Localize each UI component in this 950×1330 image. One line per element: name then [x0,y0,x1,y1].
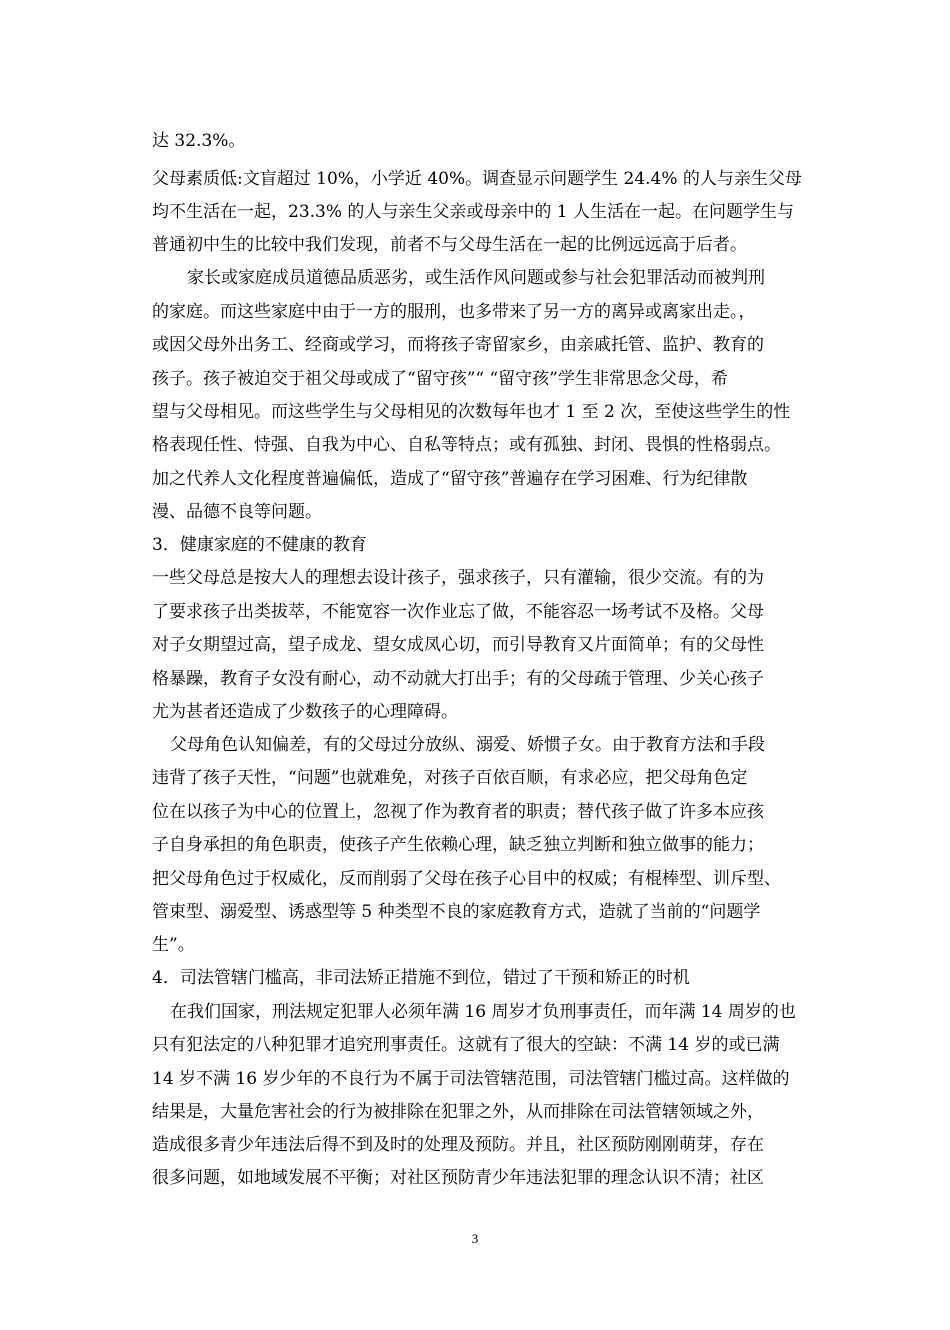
text-line: 格暴躁，教育子女没有耐心，动不动就大打出手；有的父母疏于管理、少关心孩子 [152,669,764,689]
text-line: 孩子。孩子被迫交于祖父母或成了“留守孩”“ “留守孩”学生非常思念父母，希 [152,369,728,389]
text-line: 普通初中生的比较中我们发现，前者不与父母生活在一起的比例远远高于后者。 [152,235,747,255]
text-line: 漫、品德不良等问题。 [152,502,322,522]
text-line: 格表现任性、恃强、自我为中心、自私等特点；或有孤独、封闭、畏惧的性格弱点。 [152,435,781,455]
text-line: 对子女期望过高，望子成龙、望女成凤心切，而引导教育又片面简单；有的父母性 [152,635,764,655]
page-number: 3 [471,1231,479,1246]
text-line: 很多问题，如地域发展不平衡；对社区预防青少年违法犯罪的理念认识不清；社区 [152,1168,764,1188]
text-line: 了要求孩子出类拔萃，不能宽容一次作业忘了做，不能容忍一场考试不及格。父母 [152,602,764,622]
section-heading: 4．司法管辖门槛高，非司法矫正措施不到位，错过了干预和矫正的时机 [152,968,690,988]
text-line: 或因父母外出务工、经商或学习，而将孩子寄留家乡，由亲戚托管、监护、教育的 [152,335,764,355]
text-line: 父母素质低:文盲超过 10%，小学近 40%。调查显示问题学生 24.4% 的人与亲生父母 [152,169,802,189]
section-heading: 3．健康家庭的不健康的教育 [152,535,367,555]
text-line: 一些父母总是按大人的理想去设计孩子，强求孩子，只有灌输，很少交流。有的为 [152,568,764,588]
paragraph-first-line: 父母角色认知偏差，有的父母过分放纵、溺爱、娇惯子女。由于教育方法和手段 [170,735,765,755]
text-line: 造成很多青少年违法后得不到及时的处理及预防。并且，社区预防刚刚萌芽，存在 [152,1135,764,1155]
text-line: 均不生活在一起，23.3% 的人与亲生父亲或母亲中的 1 人生活在一起。在问题学生与 [152,202,795,222]
text-line: 加之代养人文化程度普遍偏低，造成了“留守孩”普遍存在学习困难、行为纪律散 [152,469,748,489]
text-line: 生”。 [152,935,195,955]
text-line: 子自身承担的角色职责，使孩子产生依赖心理，缺乏独立判断和独立做事的能力； [152,835,764,855]
text-line: 14 岁不满 16 岁少年的不良行为不属于司法管辖范围，司法管辖门槛过高。这样做的 [152,1069,790,1089]
text-line: 达 32.3%。 [152,131,246,151]
text-line: 尤为甚者还造成了少数孩子的心理障碍。 [152,702,458,722]
text-line: 管束型、溺爱型、诱惑型等 5 种类型不良的家庭教育方式，造就了当前的“问题学 [152,902,761,922]
paragraph-first-line: 在我们国家，刑法规定犯罪人必须年满 16 周岁才负刑事责任，而年满 14 周岁的也 [170,1002,796,1022]
text-line: 望与父母相见。而这些学生与父母相见的次数每年也才 1 至 2 次，至使这些学生的性 [152,402,791,422]
text-line: 把父母角色过于权威化，反而削弱了父母在孩子心目中的权威；有棍棒型、训斥型、 [152,869,781,889]
text-line: 违背了孩子天性，“问题”也就难免，对孩子百依百顺，有求必应，把父母角色定 [152,768,748,788]
text-line: 位在以孩子为中心的位置上，忽视了作为教育者的职责；替代孩子做了许多本应孩 [152,802,764,822]
paragraph-first-line: 家长或家庭成员道德品质恶劣，或生活作风问题或参与社会犯罪活动而被判刑 [187,268,765,288]
text-line: 的家庭。而这些家庭中由于一方的服刑，也多带来了另一方的离异或离家出走。， [152,302,756,322]
text-line: 结果是，大量危害社会的行为被排除在犯罪之外，从而排除在司法管辖领域之外， [152,1102,764,1122]
text-line: 只有犯法定的八种犯罪才追究刑事责任。这就有了很大的空缺：不满 14 岁的或已满 [152,1035,780,1055]
